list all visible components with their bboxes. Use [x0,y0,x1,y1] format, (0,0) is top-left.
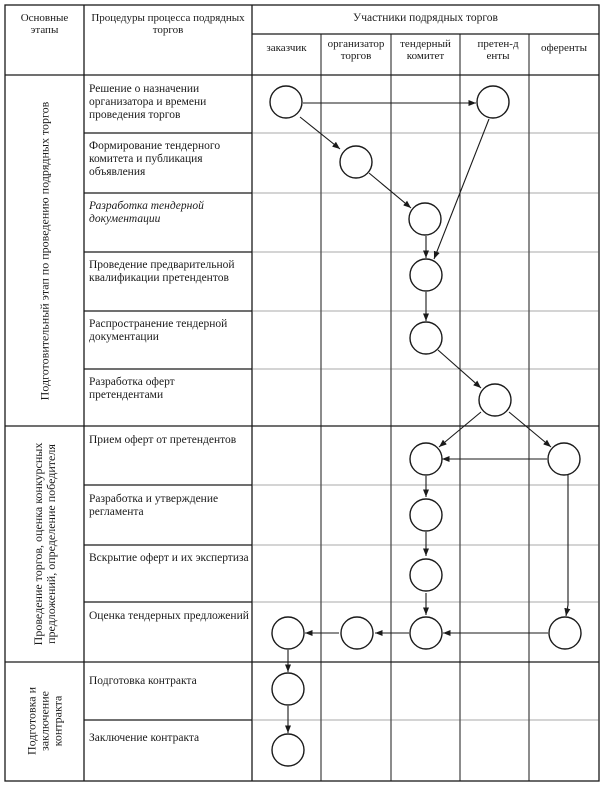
stage-preparatory: Подготовительный этап по проведению подрядных торгов [37,101,52,401]
procedure-7: Прием оферт от претендентов [89,434,237,446]
arrow [369,173,411,208]
node-customer-decision [270,86,302,118]
arrow [509,412,551,447]
node-organizer-committee [340,146,372,178]
node-customer-prepare [272,673,304,705]
participant-offerors: оференты [541,42,587,54]
procedure-2: Формирование тендерного комитета и публикация объявления [89,140,221,178]
stage-contract: Подготовка и заключение контракта [24,686,65,756]
participant-bidders: претен-денты [477,38,519,62]
procedure-5: Распространение тендерной документации [89,318,228,343]
procedure-11: Подготовка контракта [89,675,197,687]
procedure-12: Заключение контракта [89,732,200,744]
procedure-6: Разработка оферт претендентами [89,376,175,401]
node-customer-evaluation [272,617,304,649]
procedure-10: Оценка тендерных предложений [89,610,249,622]
procedure-9: Вскрытие оферт и их экспертиза [89,552,249,564]
header-stages: Основные этапы [20,12,69,36]
node-committee-docs [409,203,441,235]
node-customer-conclude [272,734,304,766]
stage-bidding: Проведение торгов, оценка конкурсных предложений, определение победителя [31,442,58,646]
node-offerors-evaluation [549,617,581,649]
procedure-8: Разработка и утверждение регламента [89,493,219,518]
participant-organizer: организатор торгов [327,38,385,62]
procedure-4: Проведение предварительной квалификации претендентов [89,259,235,284]
node-committee-prequal [410,259,442,291]
node-offerors-submit [548,443,580,475]
procedure-3: Разработка тендерной документации [89,200,204,225]
node-committee-opening [410,559,442,591]
node-committee-regulation [410,499,442,531]
header-procedures: Процедуры процесса подрядных торгов [91,12,245,36]
header-participants: Участники подрядных торгов [353,12,498,24]
node-committee-evaluation [410,617,442,649]
participant-committee: тендерный комитет [400,38,451,62]
node-bidders-decision [477,86,509,118]
node-committee-distribution [410,322,442,354]
arrow [566,475,568,616]
participant-customer: заказчик [266,42,307,54]
procedure-1: Решение о назначении организатора и времени проведения торгов [89,83,207,121]
node-bidders-offers [479,384,511,416]
node-organizer-evaluation [341,617,373,649]
node-committee-receive [410,443,442,475]
arrow [434,119,489,259]
